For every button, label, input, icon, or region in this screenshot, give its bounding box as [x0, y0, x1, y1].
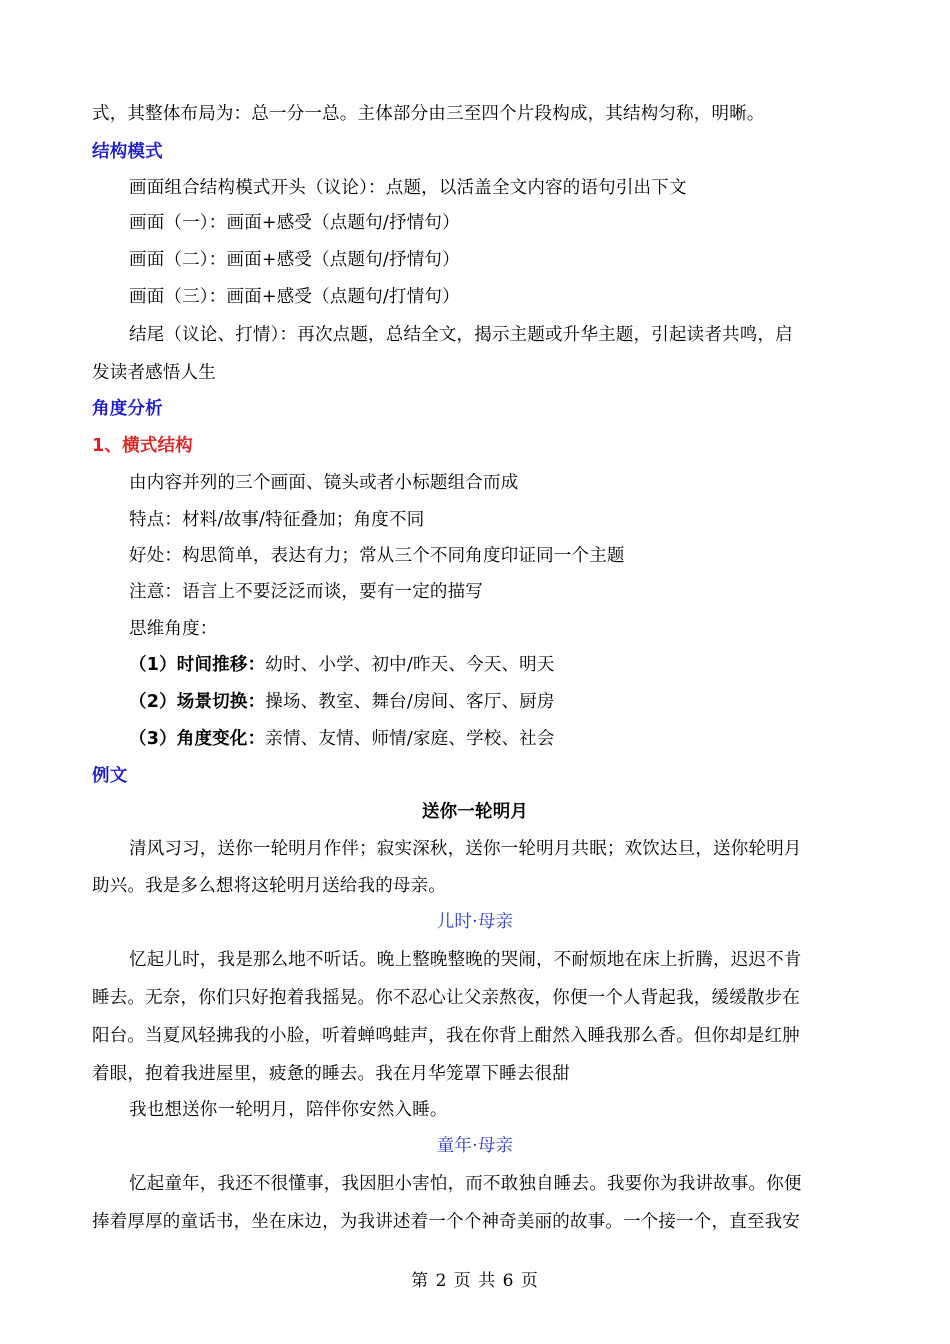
text-line: 助兴。我是多么想将这轮明月送给我的母亲。 — [92, 876, 446, 896]
section-heading-angle: 角度分析 — [92, 399, 163, 419]
angle-item-scene — [129, 690, 899, 714]
text-line: 特点：材料/故事/特征叠加；角度不同 — [129, 510, 425, 530]
angle-text: 幼时、小学、初中/昨天、今天、明天 — [265, 655, 555, 675]
essay-subtitle: 儿时·母亲 — [436, 912, 514, 932]
text-line: 式，其整体布局为：总一分一总。主体部分由三至四个片段构成，其结构匀称，明晰。 — [92, 104, 765, 124]
angle-text: 操场、教室、舞台/房间、客厅、厨房 — [265, 692, 555, 712]
text-line: 忆起童年，我还不很懂事，我因胆小害怕，而不敢独自睡去。我要你为我讲故事。你便 — [129, 1174, 802, 1194]
text-line: 睡去。无奈，你们只好抱着我摇晃。你不忍心让父亲熬夜，你便一个人背起我，缓缓散步在 — [92, 988, 800, 1008]
angle-text: 亲情、友情、师情/家庭、学校、社会 — [265, 729, 555, 749]
text-line: 画面（一）：画面+感受（点题句/抒情句） — [129, 213, 460, 233]
angle-item-perspective — [129, 727, 899, 751]
text-line: 画面（三）：画面+感受（点题句/打情句） — [129, 287, 460, 307]
essay-subtitle: 童年·母亲 — [436, 1136, 514, 1156]
text-line: 好处：构思简单，表达有力；常从三个不同角度印证同一个主题 — [129, 546, 625, 566]
angle-label: （3）角度变化： — [129, 729, 266, 749]
angle-label: （2）场景切换： — [129, 692, 266, 712]
page-footer: 第 2 页 共 6 页 — [411, 1271, 539, 1291]
section-heading-cross-structure: 1、横式结构 — [92, 436, 193, 456]
text-line: 发读者感悟人生 — [92, 363, 216, 383]
angle-item-time — [129, 653, 899, 677]
text-line: 思维角度： — [129, 619, 218, 639]
essay-title: 送你一轮明月 — [421, 802, 529, 822]
text-line: 忆起儿时，我是那么地不听话。晚上整晚整晚的哭闹，不耐烦地在床上折腾，迟迟不肯 — [129, 950, 802, 970]
text-line: 结尾（议论、打情）：再次点题，总结全文，揭示主题或升华主题，引起读者共鸣，启 — [129, 325, 793, 345]
angle-label: （1）时间推移： — [129, 655, 266, 675]
section-heading-example: 例文 — [92, 766, 128, 786]
section-heading-structure: 结构模式 — [92, 142, 163, 162]
text-line: 画面（二）：画面+感受（点题句/抒情句） — [129, 250, 460, 270]
text-line: 捧着厚厚的童话书，坐在床边，为我讲述着一个个神奇美丽的故事。一个接一个，直至我安 — [92, 1212, 800, 1232]
text-line: 着眼，抱着我进屋里，疲惫的睡去。我在月华笼罩下睡去很甜 — [92, 1064, 570, 1084]
text-line: 由内容并列的三个画面、镜头或者小标题组合而成 — [129, 473, 519, 493]
text-line: 我也想送你一轮明月，陪伴你安然入睡。 — [129, 1100, 448, 1120]
text-line: 画面组合结构模式开头（议论）：点题，以活盖全文内容的语句引出下文 — [129, 178, 687, 198]
text-line: 清风习习，送你一轮明月作伴；寂实深秋，送你一轮明月共眠；欢饮达旦，送你轮明月 — [129, 839, 802, 859]
text-line: 阳台。当夏风轻拂我的小脸，听着蝉鸣蛙声，我在你背上酣然入睡我那么香。但你却是红肿 — [92, 1026, 800, 1046]
text-line: 注意：语言上不要泛泛而谈，要有一定的描写 — [129, 582, 483, 602]
